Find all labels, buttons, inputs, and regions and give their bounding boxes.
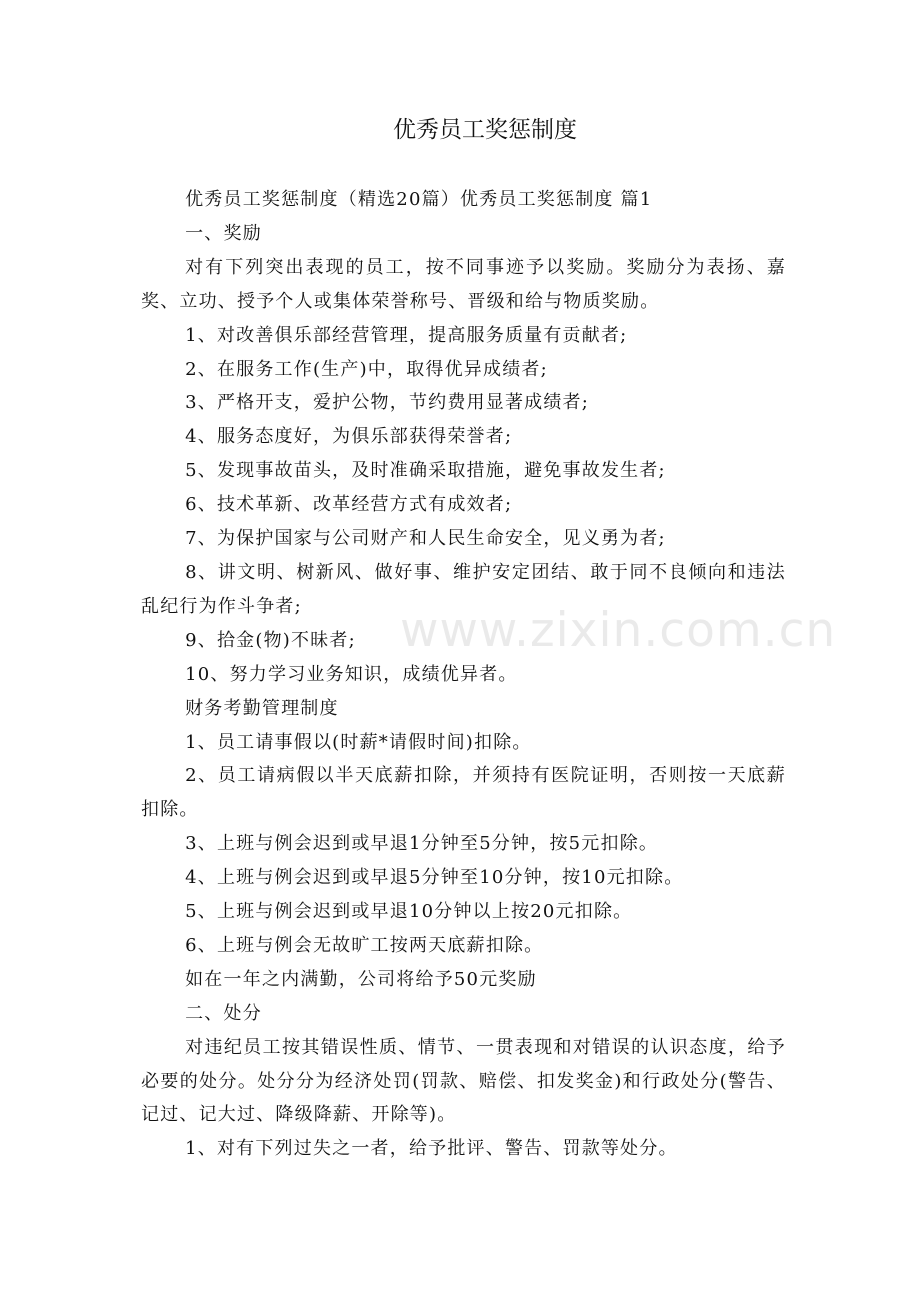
- watermark: www.zixin.com.cn: [400, 603, 837, 658]
- list-item: 4、服务态度好，为俱乐部获得荣誉者;: [185, 426, 513, 448]
- list-item: 9、拾金(物)不昧者;: [185, 629, 356, 651]
- paragraph: 对有下列突出表现的员工，按不同事迹予以奖励。奖励分为表扬、嘉奖、立功、授予个人或集体荣誉称号、晋级和给与物质奖励。: [141, 256, 786, 312]
- paragraph: 对违纪员工按其错误性质、情节、一贯表现和对错误的认识态度，给予必要的处分。处分分为经济处罚(罚款、赔偿、扣发奖金)和行政处分(警告、记过、记大过、降级降薪、开除等)。: [141, 1036, 786, 1126]
- section-heading: 二、处分: [185, 1002, 262, 1024]
- list-item: 1、对有下列过失之一者，给予批评、警告、罚款等处分。: [185, 1138, 678, 1160]
- list-item: 7、为保护国家与公司财产和人民生命安全，见义勇为者;: [185, 528, 666, 550]
- list-item: 5、发现事故苗头，及时准确采取措施，避免事故发生者;: [185, 460, 666, 482]
- list-item: 8、讲文明、树新风、做好事、维护安定团结、敢于同不良倾向和违法乱纪行为作斗争者;: [141, 561, 786, 617]
- list-item: 1、员工请事假以(时薪*请假时间)扣除。: [185, 731, 532, 753]
- list-item: 2、在服务工作(生产)中，取得优异成绩者;: [185, 358, 548, 380]
- paragraph: 优秀员工奖惩制度（精选20篇）优秀员工奖惩制度 篇1: [185, 189, 653, 210]
- document-title: 优秀员工奖惩制度: [393, 117, 577, 143]
- paragraph: 如在一年之内满勤，公司将给予50元奖励: [185, 968, 537, 990]
- section-heading: 财务考勤管理制度: [185, 697, 339, 719]
- list-item: 4、上班与例会迟到或早退5分钟至10分钟，按10元扣除。: [185, 867, 684, 889]
- list-item: 6、上班与例会无故旷工按两天底薪扣除。: [185, 934, 544, 956]
- section-heading: 一、奖励: [185, 222, 262, 244]
- list-item: 3、上班与例会迟到或早退1分钟至5分钟，按5元扣除。: [185, 833, 659, 855]
- list-item: 5、上班与例会迟到或早退10分钟以上按20元扣除。: [185, 901, 633, 923]
- list-item: 3、严格开支，爱护公物，节约费用显著成绩者;: [185, 392, 590, 414]
- document-body: [141, 183, 786, 1166]
- list-item: 2、员工请病假以半天底薪扣除，并须持有医院证明，否则按一天底薪扣除。: [141, 765, 786, 821]
- list-item: 6、技术革新、改革经营方式有成效者;: [185, 494, 513, 516]
- list-item: 10、努力学习业务知识，成绩优异者。: [185, 663, 518, 685]
- list-item: 1、对改善俱乐部经营管理，提高服务质量有贡献者;: [185, 324, 628, 346]
